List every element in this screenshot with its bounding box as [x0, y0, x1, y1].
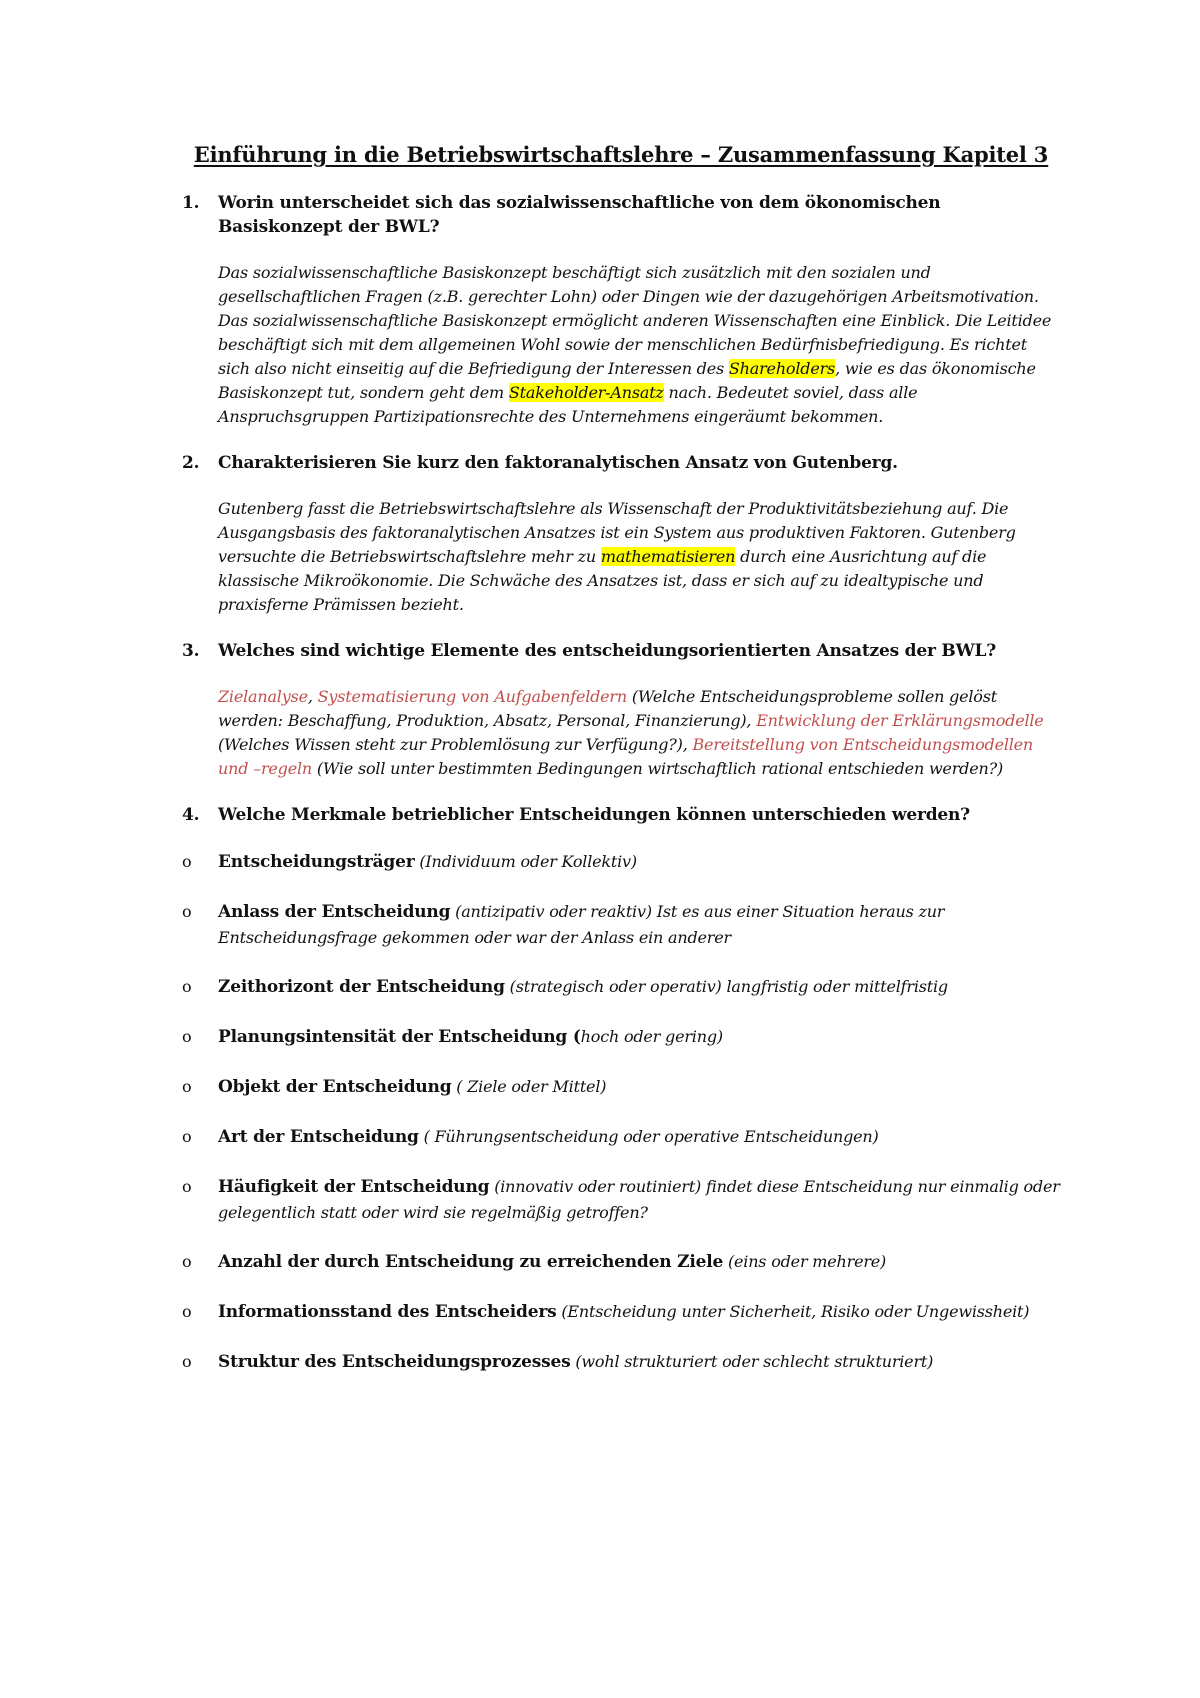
bullet-term: Anzahl der durch Entscheidung zu erreichenden Ziele	[218, 1252, 724, 1272]
bullet-item	[182, 899, 1060, 950]
bullet-item	[182, 1249, 1060, 1275]
answer-text: (Welche Entscheidungsprobleme sollen gelöst werden: Beschaffung, Produktion, Absatz, Personal, Finanzierung),	[218, 687, 997, 730]
answer-text: (Welches Wissen steht zur Problemlösung zur Verfügung?),	[218, 735, 693, 754]
bullet-marker: o	[182, 1077, 192, 1096]
bullet-description: (Entscheidung unter Sicherheit, Risiko oder Ungewissheit)	[556, 1302, 1030, 1321]
bullet-item	[182, 1299, 1060, 1325]
element-zielanalyse: Zielanalyse	[218, 687, 308, 706]
bullet-description: (eins oder mehrere)	[723, 1252, 887, 1271]
bullet-marker: o	[182, 1027, 192, 1046]
answer-text: ,	[307, 687, 318, 706]
bullet-item	[182, 1349, 1060, 1375]
bullet-marker: o	[182, 852, 192, 871]
bullet-marker: o	[182, 1352, 192, 1371]
answer-text: durch eine Ausrichtung auf die klassische Mikroökonomie. Die Schwäche des Ansatzes ist, dass er sich auf zu idealtypische und praxisferne Prämissen bezieht.	[218, 547, 987, 614]
question-3	[182, 639, 1060, 663]
question-2	[182, 451, 1060, 475]
bullet-term: Anlass der Entscheidung	[218, 902, 451, 922]
bullet-term: Planungsintensität der Entscheidung (	[218, 1027, 581, 1047]
bullet-term: Objekt der Entscheidung	[218, 1077, 452, 1097]
question-number: 1.	[182, 193, 200, 213]
question-number: 4.	[182, 805, 200, 825]
element-systematisierung: Systematisierung von Aufgabenfeldern	[317, 687, 627, 706]
bullet-description: (strategisch oder operativ) langfristig oder mittelfristig	[504, 977, 948, 996]
question-number: 3.	[182, 641, 200, 661]
answer-3	[182, 685, 1060, 781]
question-number: 2.	[182, 453, 200, 473]
bullet-description: (wohl strukturiert oder schlecht strukturiert)	[570, 1352, 934, 1371]
bullet-term: Entscheidungsträger	[218, 852, 415, 872]
answer-text: Das sozialwissenschaftliche Basiskonzept beschäftigt sich zusätzlich mit den sozialen und gesellschaftlichen Fragen (z.B. gerechter Lohn) oder Dingen wie der dazugehörigen Arbeitsmotivation. Das sozialwissenschaftliche Basiskonzept ermöglicht anderen Wissenschaften eine Einblick. Die Leitidee beschäftigt sich mit dem allgemeinen Wohl sowie der menschlichen Bedürfnisbefriedigung. Es richtet sich also nicht einseitig auf die Befriedigung der Interessen des	[218, 263, 1052, 378]
element-entscheidungsmodelle: Bereitstellung von Entscheidungsmodellen und –regeln	[218, 735, 1034, 778]
bullet-item	[182, 1024, 1060, 1050]
bullet-term: Informationsstand des Entscheiders	[218, 1302, 557, 1322]
bullet-description: (Individuum oder Kollektiv)	[414, 852, 637, 871]
bullet-marker: o	[182, 1127, 192, 1146]
bullet-marker: o	[182, 1252, 192, 1271]
answer-2	[182, 497, 1060, 617]
answer-text: nach. Bedeutet soviel, dass alle Anspruchsgruppen Partizipationsrechte des Unternehmens eingeräumt bekommen.	[218, 383, 918, 426]
bullet-term: Häufigkeit der Entscheidung	[218, 1177, 490, 1197]
question-1	[182, 191, 1060, 239]
bullet-marker: o	[182, 977, 192, 996]
question-text: Welches sind wichtige Elemente des entscheidungsorientierten Ansatzes der BWL?	[218, 641, 997, 661]
bullet-description: ( Führungsentscheidung oder operative Entscheidungen)	[418, 1127, 879, 1146]
answer-1	[182, 261, 1060, 429]
bullet-marker: o	[182, 1302, 192, 1321]
answer-text: Gutenberg fasst die Betriebswirtschaftslehre als Wissenschaft der Produktivitätsbeziehung auf. Die Ausgangsbasis des faktoranalytischen Ansatzes ist ein System aus produktiven Faktoren. Gutenberg versuchte die Betriebswirtschaftslehre mehr zu	[218, 499, 1016, 566]
question-text: Welche Merkmale betrieblicher Entscheidungen können unterschieden werden?	[218, 805, 970, 825]
bullet-item	[182, 849, 1060, 875]
answer-text: , wie es das ökonomische Basiskonzept tut, sondern geht dem	[218, 359, 1036, 402]
bullet-term: Art der Entscheidung	[218, 1127, 419, 1147]
document-title: Einführung in die Betriebswirtschaftslehre – Zusammenfassung Kapitel 3	[193, 142, 1049, 167]
bullet-item	[182, 974, 1060, 1000]
question-4	[182, 803, 1060, 827]
bullet-marker: o	[182, 1177, 192, 1196]
bullet-description: ( Ziele oder Mittel)	[451, 1077, 607, 1096]
highlight-mathematisieren: mathematisieren	[600, 547, 736, 566]
bullet-description: (antizipativ oder reaktiv) Ist es aus einer Situation heraus zur Entscheidungsfrage gekommen oder war der Anlass ein anderer	[218, 902, 945, 947]
bullet-item	[182, 1124, 1060, 1150]
bullet-term: Struktur des Entscheidungsprozesses	[218, 1352, 571, 1372]
bullet-item	[182, 1174, 1060, 1225]
bullet-item	[182, 1074, 1060, 1100]
bullet-description: (innovativ oder routiniert) findet diese Entscheidung nur einmalig oder gelegentlich statt oder wird sie regelmäßig getroffen?	[218, 1177, 1060, 1222]
answer-text: (Wie soll unter bestimmten Bedingungen wirtschaftlich rational entschieden werden?)	[312, 759, 1003, 778]
question-text: Worin unterscheidet sich das sozialwissenschaftliche von dem ökonomischen Basiskonzept der BWL?	[218, 193, 941, 237]
bullet-marker: o	[182, 902, 192, 921]
bullet-description: hoch oder gering)	[580, 1027, 723, 1046]
highlight-stakeholder-ansatz: Stakeholder-Ansatz	[508, 383, 664, 402]
highlight-shareholders: Shareholders	[728, 359, 836, 378]
element-erklaerungsmodelle: Entwicklung der Erklärungsmodelle	[756, 711, 1044, 730]
bullet-term: Zeithorizont der Entscheidung	[218, 977, 505, 997]
question-text: Charakterisieren Sie kurz den faktoranalytischen Ansatz von Gutenberg.	[218, 453, 898, 473]
